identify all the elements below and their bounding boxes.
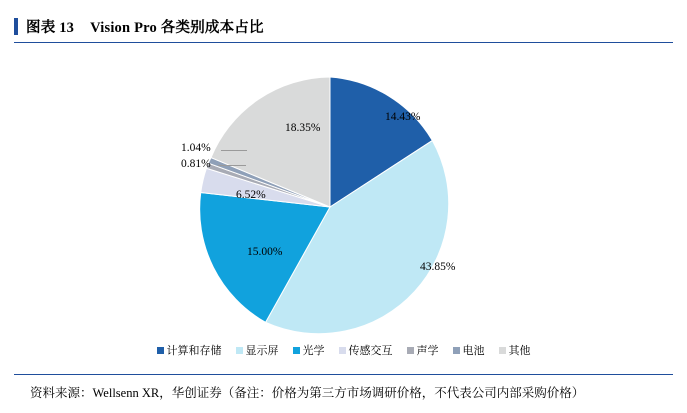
legend-item-光学[interactable] [293, 342, 325, 358]
divider-top [14, 42, 673, 43]
legend-swatch-icon [293, 347, 300, 354]
legend-swatch-icon [236, 347, 243, 354]
legend-swatch-icon [453, 347, 460, 354]
legend-label: 光学 [302, 345, 325, 357]
chart-area [14, 46, 673, 371]
header-accent-bar [14, 18, 18, 35]
legend-label: 电池 [462, 345, 485, 357]
slice-label-显示屏: 43.85% [420, 261, 456, 273]
slice-label-电池: 1.04% [181, 142, 211, 154]
figure-header [14, 10, 673, 42]
legend-label: 声学 [416, 345, 439, 357]
legend-item-其他[interactable] [499, 342, 531, 358]
legend-swatch-icon [407, 347, 414, 354]
slice-label-光学: 15.00% [247, 246, 283, 258]
legend-swatch-icon [499, 347, 506, 354]
legend-label: 其他 [508, 345, 531, 357]
slice-label-传感交互: 6.52% [236, 189, 266, 201]
leader-line-声学 [218, 165, 246, 166]
source-note: 资料来源：Wellsenn XR，华创证券（备注：价格为第三方市场调研价格，不代表公司内部采购价格） [30, 386, 585, 400]
page-title: Vision Pro 各类别成本占比 [90, 19, 264, 36]
legend-label: 显示屏 [245, 345, 279, 357]
pie-chart [181, 62, 475, 352]
slice-label-声学: 0.81% [181, 158, 211, 170]
legend-item-显示屏[interactable] [236, 342, 279, 358]
legend-item-计算和存储[interactable] [157, 342, 222, 358]
legend [14, 342, 673, 358]
slice-label-其他: 18.35% [285, 122, 321, 134]
divider-bottom [14, 374, 673, 375]
pie-svg [185, 62, 475, 352]
legend-item-电池[interactable] [453, 342, 485, 358]
legend-label: 计算和存储 [166, 345, 222, 357]
legend-swatch-icon [339, 347, 346, 354]
legend-item-传感交互[interactable] [339, 342, 393, 358]
slice-label-计算和存储: 14.43% [385, 111, 421, 123]
legend-label: 传感交互 [348, 345, 393, 357]
leader-line-电池 [221, 150, 247, 151]
legend-swatch-icon [157, 347, 164, 354]
legend-item-声学[interactable] [407, 342, 439, 358]
figure-label: 图表 13 [26, 19, 75, 36]
